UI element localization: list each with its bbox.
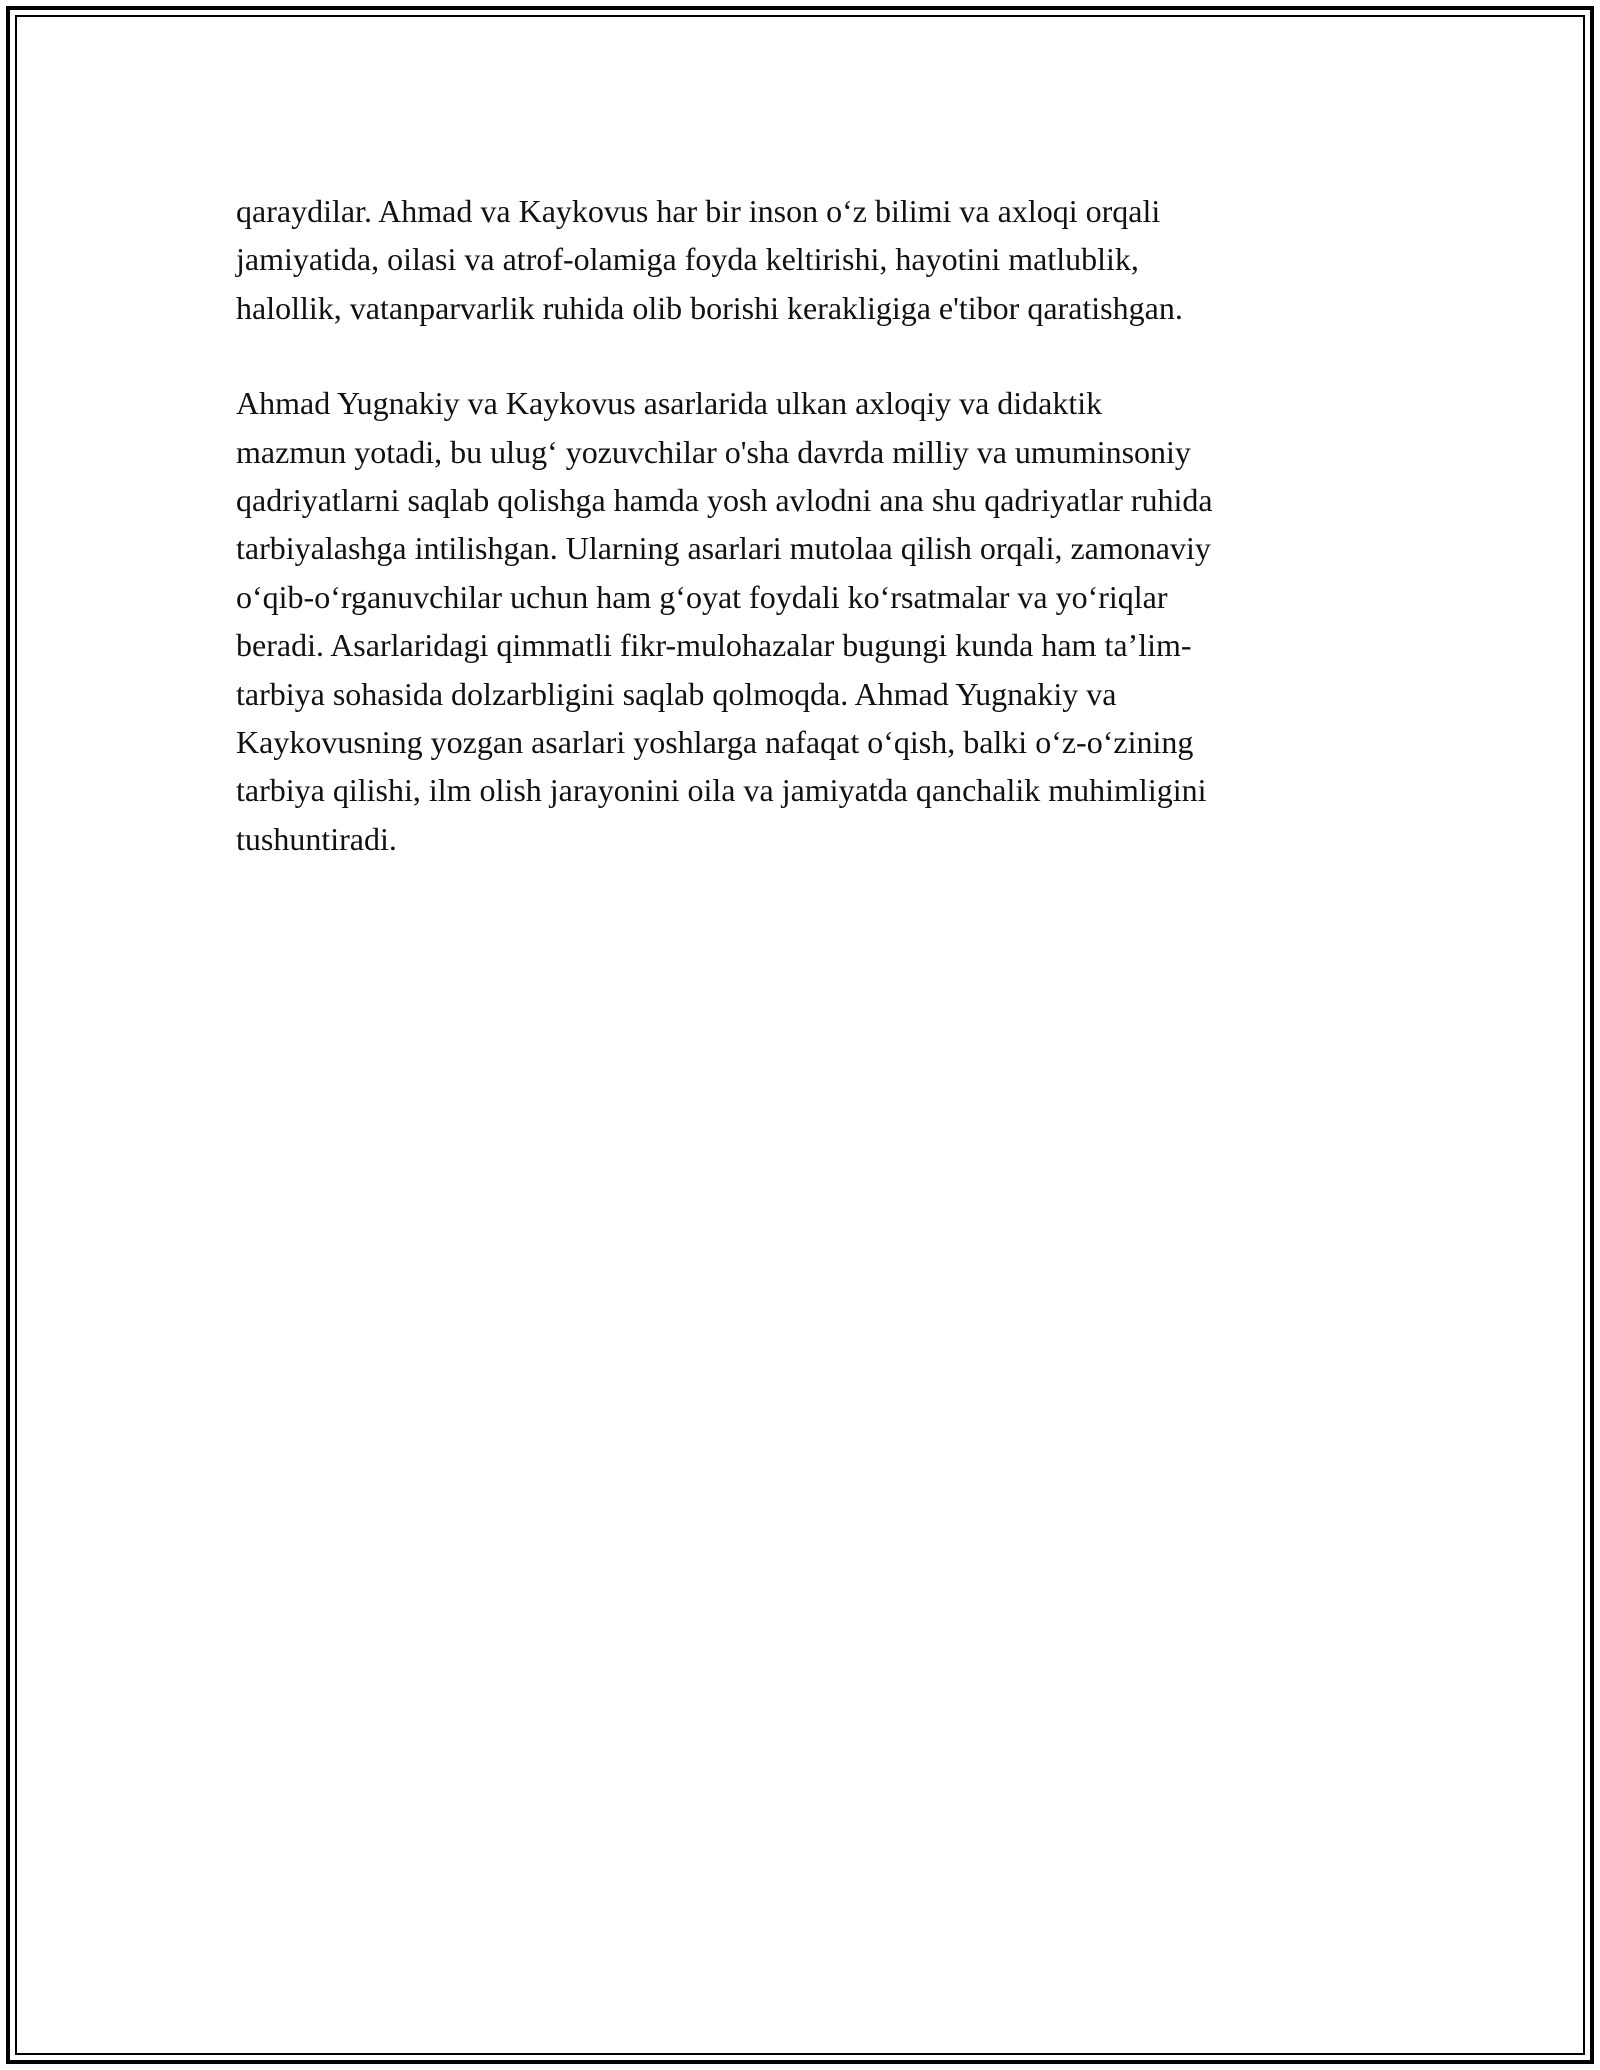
text-line: beradi. Asarlaridagi qimmatli fikr-mulohazalar bugungi kunda ham ta’lim-: [236, 627, 1192, 664]
text-line: tarbiya qilishi, ilm olish jarayonini oila va jamiyatda qanchalik muhimligini: [236, 772, 1207, 809]
text-line: tarbiyalashga intilishgan. Ularning asarlari mutolaa qilish orqali, zamonaviy: [236, 530, 1211, 567]
paragraph-2: [236, 379, 1366, 863]
text-line: Kaykovusning yozgan asarlari yoshlarga nafaqat o‘qish, balki o‘z-o‘zining: [236, 724, 1194, 761]
text-line: qaraydilar. Ahmad va Kaykovus har bir inson o‘z bilimi va axloqi orqali: [236, 193, 1161, 229]
document-body: [236, 187, 1366, 863]
text-line: halollik, vatanparvarlik ruhida olib borishi kerakligiga e'tibor qaratishgan.: [236, 289, 1183, 326]
text-line: jamiyatida, oilasi va atrof-olamiga foyda keltirishi, hayotini matlublik,: [236, 241, 1139, 278]
text-line: tushuntiradi.: [236, 820, 397, 857]
text-line: tarbiya sohasida dolzarbligini saqlab qolmoqda. Ahmad Yugnakiy va: [236, 675, 1117, 712]
paragraph-1: [236, 187, 1366, 332]
text-line: qadriyatlarni saqlab qolishga hamda yosh avlodni ana shu qadriyatlar ruhida: [236, 482, 1213, 519]
text-line: Ahmad Yugnakiy va Kaykovus asarlarida ulkan axloqiy va didaktik: [236, 385, 1103, 422]
text-line: o‘qib-o‘rganuvchilar uchun ham g‘oyat foydali ko‘rsatmalar va yo‘riqlar: [236, 578, 1168, 615]
text-line: mazmun yotadi, bu ulug‘ yozuvchilar o'sha davrda milliy va umuminsoniy: [236, 433, 1191, 470]
